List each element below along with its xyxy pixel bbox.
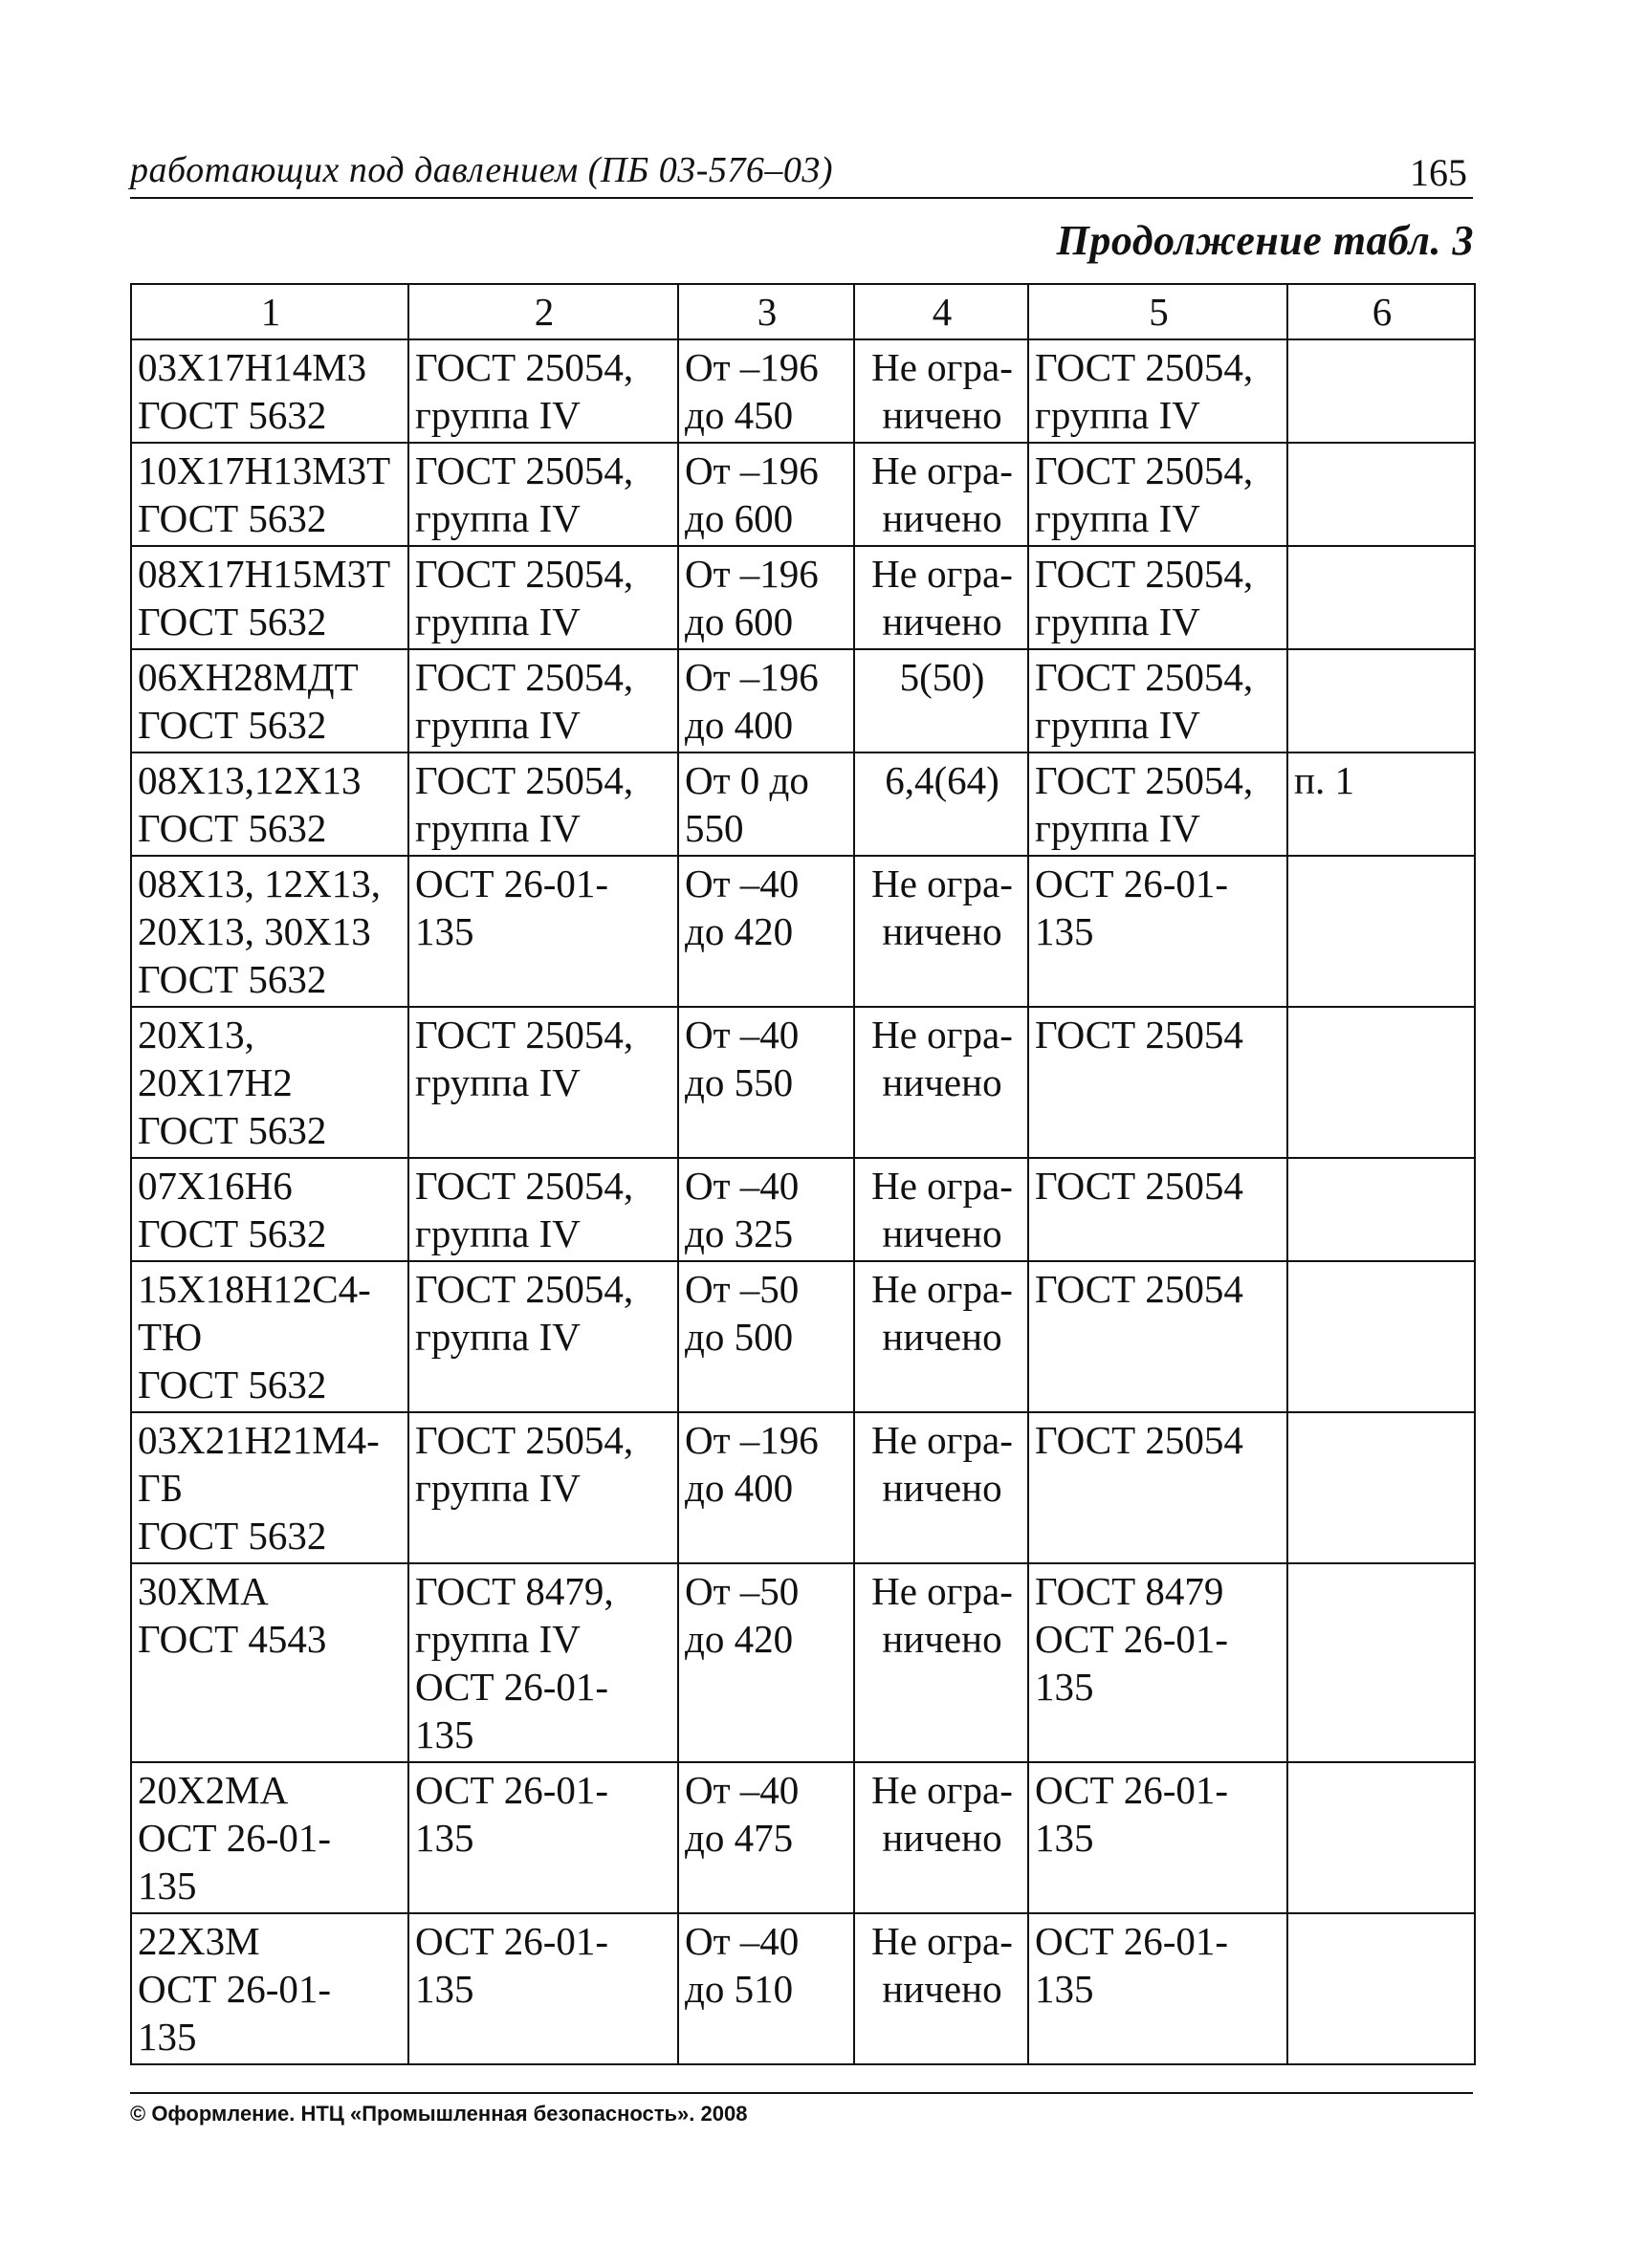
- cell-text-line: ГОСТ 25054,: [1035, 758, 1254, 802]
- test-standard-cell: [1028, 856, 1287, 1007]
- cell-text-line: ГОСТ 8479: [1035, 1569, 1224, 1613]
- cell-text-line: до 450: [685, 393, 794, 437]
- cell-text-line: 135: [1035, 1665, 1094, 1709]
- pressure-limit-cell: [854, 1158, 1028, 1261]
- temperature-range-cell: [678, 339, 854, 443]
- temperature-range-cell: [678, 649, 854, 752]
- test-standard-cell: [1028, 649, 1287, 752]
- cell-text-line: 135: [1035, 1816, 1094, 1860]
- steel-grade-cell: [131, 856, 408, 1007]
- cell-text-line: Не огра-: [871, 1418, 1013, 1462]
- table-row: [131, 1007, 1475, 1158]
- column-header: 3: [678, 284, 854, 339]
- temperature-range-cell: [678, 1412, 854, 1563]
- cell-text-line: ГОСТ 25054,: [1035, 448, 1254, 492]
- steel-grade-cell: [131, 1007, 408, 1158]
- cell-text-line: От –50: [685, 1569, 800, 1613]
- temperature-range-cell: [678, 1261, 854, 1412]
- cell-text-line: группа IV: [415, 496, 581, 540]
- cell-text-line: ГОСТ 4543: [138, 1617, 327, 1661]
- plate-standard-cell: [408, 443, 678, 546]
- cell-text-line: 08Х13,12Х13: [138, 758, 362, 802]
- cell-text-line: до 325: [685, 1211, 794, 1255]
- table-row: [131, 443, 1475, 546]
- cell-text-line: ГОСТ 25054,: [415, 345, 634, 389]
- table-row: [131, 1913, 1475, 2064]
- cell-text-line: ГОСТ 25054,: [415, 655, 634, 699]
- cell-text-line: до 420: [685, 909, 794, 953]
- cell-text-line: От –196: [685, 345, 819, 389]
- cell-text-line: до 600: [685, 496, 794, 540]
- steel-grade-cell: [131, 752, 408, 856]
- table-row: [131, 1563, 1475, 1762]
- cell-text-line: 20Х2МА: [138, 1768, 289, 1812]
- pressure-limit-cell: [854, 1563, 1028, 1762]
- test-standard-cell: [1028, 1412, 1287, 1563]
- cell-text-line: От –50: [685, 1267, 800, 1311]
- steel-grade-cell: [131, 443, 408, 546]
- cell-text-line: ГОСТ 25054,: [415, 1267, 634, 1311]
- notes-cell: [1287, 1762, 1475, 1913]
- table-row: [131, 339, 1475, 443]
- steel-grade-cell: [131, 339, 408, 443]
- table-row: [131, 1261, 1475, 1412]
- table-row: [131, 752, 1475, 856]
- page-number: 165: [1410, 151, 1467, 194]
- steel-grade-cell: [131, 1158, 408, 1261]
- test-standard-cell: [1028, 1762, 1287, 1913]
- cell-text-line: ГОСТ 25054,: [1035, 345, 1254, 389]
- cell-text-line: 6,4(64): [885, 758, 999, 802]
- cell-text-line: От –196: [685, 1418, 819, 1462]
- cell-text-line: 135: [1035, 909, 1094, 953]
- cell-text-line: ГБ: [138, 1466, 184, 1510]
- cell-text-line: ГОСТ 8479,: [415, 1569, 614, 1613]
- table-row: [131, 1762, 1475, 1913]
- temperature-range-cell: [678, 443, 854, 546]
- plate-standard-cell: [408, 1762, 678, 1913]
- cell-text-line: ГОСТ 25054,: [415, 552, 634, 596]
- cell-text-line: ГОСТ 5632: [138, 600, 327, 643]
- cell-text-line: ГОСТ 25054,: [415, 1418, 634, 1462]
- cell-text-line: От –196: [685, 655, 819, 699]
- pressure-limit-cell: [854, 339, 1028, 443]
- steel-grade-cell: [131, 649, 408, 752]
- notes-cell: [1287, 856, 1475, 1007]
- cell-text-line: до 510: [685, 1967, 794, 2011]
- cell-text-line: ничено: [882, 1211, 1002, 1255]
- cell-text-line: От –40: [685, 861, 800, 905]
- pressure-limit-cell: [854, 546, 1028, 649]
- notes-cell: [1287, 1007, 1475, 1158]
- cell-text-line: 07Х16Н6: [138, 1164, 293, 1208]
- notes-cell: [1287, 1563, 1475, 1762]
- cell-text-line: 550: [685, 806, 744, 850]
- table-continuation-caption: Продолжение табл. 3: [1056, 217, 1474, 264]
- cell-text-line: группа IV: [1035, 806, 1200, 850]
- plate-standard-cell: [408, 546, 678, 649]
- cell-text-line: до 400: [685, 703, 794, 747]
- cell-text-line: ничено: [882, 1617, 1002, 1661]
- cell-text-line: ОСТ 26-01-: [415, 1919, 609, 1963]
- cell-text-line: 135: [1035, 1967, 1094, 2011]
- cell-text-line: ГОСТ 25054: [1035, 1418, 1243, 1462]
- cell-text-line: ОСТ 26-01-: [415, 1665, 609, 1709]
- temperature-range-cell: [678, 1007, 854, 1158]
- cell-text-line: От –40: [685, 1164, 800, 1208]
- cell-text-line: группа IV: [415, 1466, 581, 1510]
- cell-text-line: ОСТ 26-01-: [1035, 1768, 1229, 1812]
- cell-text-line: 5(50): [899, 655, 985, 699]
- cell-text-line: 135: [415, 1816, 474, 1860]
- cell-text-line: 20Х17Н2: [138, 1060, 293, 1104]
- cell-text-line: до 400: [685, 1466, 794, 1510]
- cell-text-line: группа IV: [1035, 393, 1200, 437]
- cell-text-line: до 500: [685, 1315, 794, 1359]
- cell-text-line: Не огра-: [871, 1768, 1013, 1812]
- cell-text-line: ГОСТ 5632: [138, 957, 327, 1001]
- cell-text-line: ничено: [882, 909, 1002, 953]
- cell-text-line: до 475: [685, 1816, 794, 1860]
- plate-standard-cell: [408, 339, 678, 443]
- temperature-range-cell: [678, 752, 854, 856]
- footer-divider: [130, 2092, 1473, 2094]
- cell-text-line: группа IV: [1035, 496, 1200, 540]
- column-header: 4: [854, 284, 1028, 339]
- cell-text-line: 10Х17Н13М3Т: [138, 448, 391, 492]
- cell-text-line: группа IV: [415, 1211, 581, 1255]
- cell-text-line: п. 1: [1294, 758, 1354, 802]
- cell-text-line: ОСТ 26-01-: [415, 1768, 609, 1812]
- column-header: 6: [1287, 284, 1475, 339]
- cell-text-line: ГОСТ 25054,: [1035, 552, 1254, 596]
- cell-text-line: ГОСТ 5632: [138, 393, 327, 437]
- cell-text-line: группа IV: [1035, 703, 1200, 747]
- cell-text-line: ГОСТ 5632: [138, 703, 327, 747]
- test-standard-cell: [1028, 546, 1287, 649]
- cell-text-line: ГОСТ 25054,: [415, 448, 634, 492]
- cell-text-line: ГОСТ 25054,: [415, 758, 634, 802]
- table-body: [131, 339, 1475, 2064]
- plate-standard-cell: [408, 752, 678, 856]
- temperature-range-cell: [678, 546, 854, 649]
- cell-text-line: 135: [415, 909, 474, 953]
- cell-text-line: до 600: [685, 600, 794, 643]
- cell-text-line: до 550: [685, 1060, 794, 1104]
- cell-text-line: ничено: [882, 1315, 1002, 1359]
- cell-text-line: группа IV: [415, 1060, 581, 1104]
- notes-cell: [1287, 752, 1475, 856]
- cell-text-line: ГОСТ 25054: [1035, 1267, 1243, 1311]
- notes-cell: [1287, 443, 1475, 546]
- cell-text-line: 06ХН28МДТ: [138, 655, 359, 699]
- notes-cell: [1287, 1913, 1475, 2064]
- cell-text-line: 22Х3М: [138, 1919, 260, 1963]
- steel-grade-cell: [131, 1412, 408, 1563]
- cell-text-line: Не огра-: [871, 861, 1013, 905]
- cell-text-line: ОСТ 26-01-: [1035, 861, 1229, 905]
- column-header: 2: [408, 284, 678, 339]
- cell-text-line: Не огра-: [871, 552, 1013, 596]
- cell-text-line: ничено: [882, 393, 1002, 437]
- cell-text-line: ничено: [882, 1816, 1002, 1860]
- plate-standard-cell: [408, 1007, 678, 1158]
- cell-text-line: От 0 до: [685, 758, 809, 802]
- cell-text-line: 15Х18Н12С4-: [138, 1267, 371, 1311]
- cell-text-line: 135: [415, 1712, 474, 1756]
- notes-cell: [1287, 546, 1475, 649]
- notes-cell: [1287, 1261, 1475, 1412]
- cell-text-line: 08Х13, 12Х13,: [138, 861, 381, 905]
- cell-text-line: 20Х13, 30Х13: [138, 909, 371, 953]
- column-header: 1: [131, 284, 408, 339]
- temperature-range-cell: [678, 856, 854, 1007]
- plate-standard-cell: [408, 1913, 678, 2064]
- notes-cell: [1287, 649, 1475, 752]
- cell-text-line: группа IV: [1035, 600, 1200, 643]
- cell-text-line: 135: [138, 1864, 197, 1908]
- cell-text-line: Не огра-: [871, 448, 1013, 492]
- pressure-limit-cell: [854, 649, 1028, 752]
- notes-cell: [1287, 1158, 1475, 1261]
- pressure-limit-cell: [854, 1261, 1028, 1412]
- cell-text-line: ТЮ: [138, 1315, 203, 1359]
- test-standard-cell: [1028, 1007, 1287, 1158]
- cell-text-line: Не огра-: [871, 1919, 1013, 1963]
- steel-grade-cell: [131, 1261, 408, 1412]
- column-header: 5: [1028, 284, 1287, 339]
- materials-table: [130, 283, 1476, 2065]
- pressure-limit-cell: [854, 1913, 1028, 2064]
- cell-text-line: Не огра-: [871, 1267, 1013, 1311]
- cell-text-line: От –196: [685, 448, 819, 492]
- table-row: [131, 856, 1475, 1007]
- plate-standard-cell: [408, 856, 678, 1007]
- pressure-limit-cell: [854, 752, 1028, 856]
- cell-text-line: ОСТ 26-01-: [415, 861, 609, 905]
- pressure-limit-cell: [854, 443, 1028, 546]
- cell-text-line: 20Х13,: [138, 1013, 254, 1057]
- steel-grade-cell: [131, 1913, 408, 2064]
- cell-text-line: Не огра-: [871, 345, 1013, 389]
- cell-text-line: ГОСТ 5632: [138, 1108, 327, 1152]
- cell-text-line: 30ХМА: [138, 1569, 269, 1613]
- table-header-row: [131, 284, 1475, 339]
- cell-text-line: 03Х21Н21М4-: [138, 1418, 380, 1462]
- cell-text-line: ОСТ 26-01-: [138, 1967, 332, 2011]
- cell-text-line: до 420: [685, 1617, 794, 1661]
- cell-text-line: ничено: [882, 496, 1002, 540]
- table-row: [131, 1412, 1475, 1563]
- cell-text-line: От –40: [685, 1919, 800, 1963]
- cell-text-line: группа IV: [415, 806, 581, 850]
- table-row: [131, 546, 1475, 649]
- cell-text-line: ГОСТ 5632: [138, 496, 327, 540]
- test-standard-cell: [1028, 1563, 1287, 1762]
- cell-text-line: 135: [415, 1967, 474, 2011]
- temperature-range-cell: [678, 1762, 854, 1913]
- cell-text-line: группа IV: [415, 1315, 581, 1359]
- cell-text-line: От –40: [685, 1768, 800, 1812]
- notes-cell: [1287, 339, 1475, 443]
- cell-text-line: ГОСТ 25054,: [415, 1164, 634, 1208]
- plate-standard-cell: [408, 1412, 678, 1563]
- copyright-footer: © Оформление. НТЦ «Промышленная безопасность». 2008: [130, 2102, 748, 2126]
- test-standard-cell: [1028, 752, 1287, 856]
- cell-text-line: Не огра-: [871, 1013, 1013, 1057]
- cell-text-line: ничено: [882, 1967, 1002, 2011]
- cell-text-line: ГОСТ 25054: [1035, 1013, 1243, 1057]
- cell-text-line: ГОСТ 5632: [138, 1211, 327, 1255]
- pressure-limit-cell: [854, 1007, 1028, 1158]
- cell-text-line: ГОСТ 25054: [1035, 1164, 1243, 1208]
- cell-text-line: группа IV: [415, 600, 581, 643]
- cell-text-line: ничено: [882, 1466, 1002, 1510]
- cell-text-line: ГОСТ 5632: [138, 806, 327, 850]
- temperature-range-cell: [678, 1158, 854, 1261]
- table-row: [131, 1158, 1475, 1261]
- cell-text-line: ничено: [882, 1060, 1002, 1104]
- test-standard-cell: [1028, 443, 1287, 546]
- pressure-limit-cell: [854, 1762, 1028, 1913]
- steel-grade-cell: [131, 1762, 408, 1913]
- pressure-limit-cell: [854, 1412, 1028, 1563]
- plate-standard-cell: [408, 1563, 678, 1762]
- cell-text-line: 08Х17Н15М3Т: [138, 552, 391, 596]
- cell-text-line: От –196: [685, 552, 819, 596]
- header-title: работающих под давлением (ПБ 03-576–03): [130, 150, 834, 190]
- cell-text-line: ГОСТ 5632: [138, 1514, 327, 1558]
- cell-text-line: ничено: [882, 600, 1002, 643]
- test-standard-cell: [1028, 339, 1287, 443]
- steel-grade-cell: [131, 1563, 408, 1762]
- cell-text-line: группа IV: [415, 393, 581, 437]
- cell-text-line: 135: [138, 2015, 197, 2059]
- cell-text-line: ГОСТ 25054,: [1035, 655, 1254, 699]
- cell-text-line: ГОСТ 25054,: [415, 1013, 634, 1057]
- temperature-range-cell: [678, 1563, 854, 1762]
- plate-standard-cell: [408, 1261, 678, 1412]
- cell-text-line: ГОСТ 5632: [138, 1363, 327, 1407]
- cell-text-line: ОСТ 26-01-: [1035, 1617, 1229, 1661]
- temperature-range-cell: [678, 1913, 854, 2064]
- test-standard-cell: [1028, 1261, 1287, 1412]
- cell-text-line: Не огра-: [871, 1569, 1013, 1613]
- cell-text-line: ОСТ 26-01-: [1035, 1919, 1229, 1963]
- cell-text-line: группа IV: [415, 703, 581, 747]
- running-header: [130, 142, 1473, 199]
- test-standard-cell: [1028, 1158, 1287, 1261]
- cell-text-line: От –40: [685, 1013, 800, 1057]
- plate-standard-cell: [408, 1158, 678, 1261]
- plate-standard-cell: [408, 649, 678, 752]
- cell-text-line: 03Х17Н14М3: [138, 345, 367, 389]
- cell-text-line: Не огра-: [871, 1164, 1013, 1208]
- notes-cell: [1287, 1412, 1475, 1563]
- pressure-limit-cell: [854, 856, 1028, 1007]
- table-row: [131, 649, 1475, 752]
- test-standard-cell: [1028, 1913, 1287, 2064]
- cell-text-line: ОСТ 26-01-: [138, 1816, 332, 1860]
- cell-text-line: группа IV: [415, 1617, 581, 1661]
- steel-grade-cell: [131, 546, 408, 649]
